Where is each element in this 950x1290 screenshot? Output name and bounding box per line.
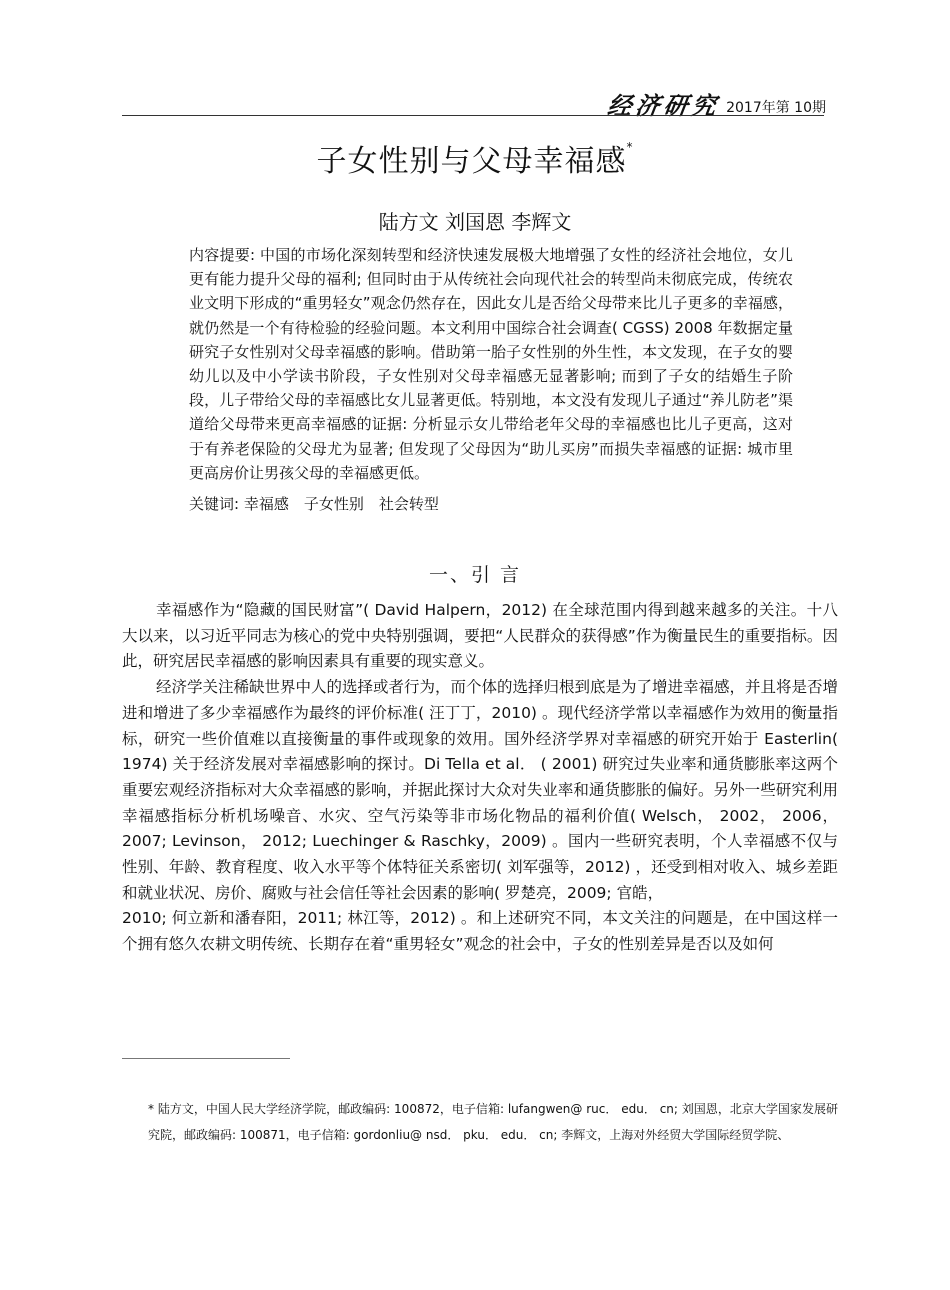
abstract xyxy=(157,243,793,485)
abstract-text: 内容提要: 中国的市场化深刻转型和经济快速发展极大地增强了女性的经济社会地位，女儿更有能力提升父母的福利; 但同时由于从传统社会向现代社会的转型尚未彻底完成，传统农业文明下形成的“重男轻女”观念仍然存在，因此女儿是否给父母带来比儿子更多的幸福感，就仍然是一个有待检验的经验问题。本文利用中国综合社会调查( CGSS) 2008 年数据定量研究子女性别对父母幸福感的影响。借助第一胎子女性别的外生性，本文发现，在子女的婴幼儿以及中小学读书阶段，子女性别对父母幸福感无显著影响; 而到了子女的结婚生子阶段，儿子带给父母的幸福感比女儿显著更低。特别地，本文没有发现儿子通过“养儿防老”渠道给父母带来更高幸福感的证据: 分析显示女儿带给老年父母的幸福感也比儿子更高，这对于有养老保险的父母尤为显著; 但发现了父母因为“助儿买房”而损失幸福感的证据: 城市里更高房价让男孩父母的幸福感更低。 xyxy=(189,246,793,482)
authors: 陆方文 刘国恩 李辉文 xyxy=(378,210,572,234)
body-text xyxy=(122,598,838,958)
issue-label: 2017年第 10期 xyxy=(726,100,826,116)
keywords: 关键词: 幸福感 子女性别 社会转型 xyxy=(189,495,439,513)
article-title xyxy=(0,136,950,180)
title-footnote-mark: * xyxy=(626,140,634,154)
body-paragraph-3: 2010; 何立新和潘春阳，2011; 林江等，2012) 。和上述研究不同，本文关注的问题是，在中国这样一个拥有悠久农耕文明传统、长期存在着“重男轻女”观念的社会中，子女的性别差异是否以及如何 xyxy=(122,909,838,954)
body-paragraph-2: 经济学关注稀缺世界中人的选择或者行为，而个体的选择归根到底是为了增进幸福感，并且将是否增进和增进了多少幸福感作为最终的评价标准( 汪丁丁，2010) 。现代经济学常以幸福感作为效用的衡量指标，研究一些价值难以直接衡量的事件或现象的效用。国外经济学界对幸福感的研究开始于 Easterlin( 1974) 关于经济发展对幸福感影响的探讨。Di Tella et al． ( 2001) 研究过失业率和通货膨胀率这两个重要宏观经济指标对大众幸福感的影响，并据此探讨大众对失业率和通货膨胀的偏好。另外一些研究利用幸福感指标分析机场噪音、水灾、空气污染等非市场化物品的福利价值( Welsch， 2002， 2006， 2007; Levinson， 2012; Luechinger & Raschky，2009) 。国内一些研究表明，个人幸福感不仅与性别、年龄、教育程度、收入水平等个体特征关系密切( 刘军强等，2012) ，还受到相对收入、城乡差距和就业状况、房价、腐败与社会信任等社会因素的影响( 罗楚亮，2009; 官皓， xyxy=(122,678,839,902)
body-paragraph-1: 幸福感作为“隐藏的国民财富”( David Halpern，2012) 在全球范围内得到越来越多的关注。十八大以来，以习近平同志为核心的党中央特别强调，要把“人民群众的获得感”作为衡量民生的重要指标。因此，研究居民幸福感的影响因素具有重要的现实意义。 xyxy=(122,601,838,671)
footnote-rule xyxy=(122,1058,290,1059)
title-text: 子女性别与父母幸福感 xyxy=(316,144,627,179)
footnote xyxy=(122,1096,838,1148)
journal-name-logo: 经济研究 xyxy=(605,91,722,120)
footnote-text: * 陆方文，中国人民大学经济学院，邮政编码: 100872，电子信箱: lufangwen@ ruc． edu． cn; 刘国恩，北京大学国家发展研究院，邮政编码: 100871，电子信箱: gordonliu@ nsd． pku． edu． cn; 李辉文，上海对外经贸大学国际经贸学院、 xyxy=(148,1102,838,1142)
section-heading: 一、引 言 xyxy=(428,564,522,586)
header-rule xyxy=(122,115,824,116)
